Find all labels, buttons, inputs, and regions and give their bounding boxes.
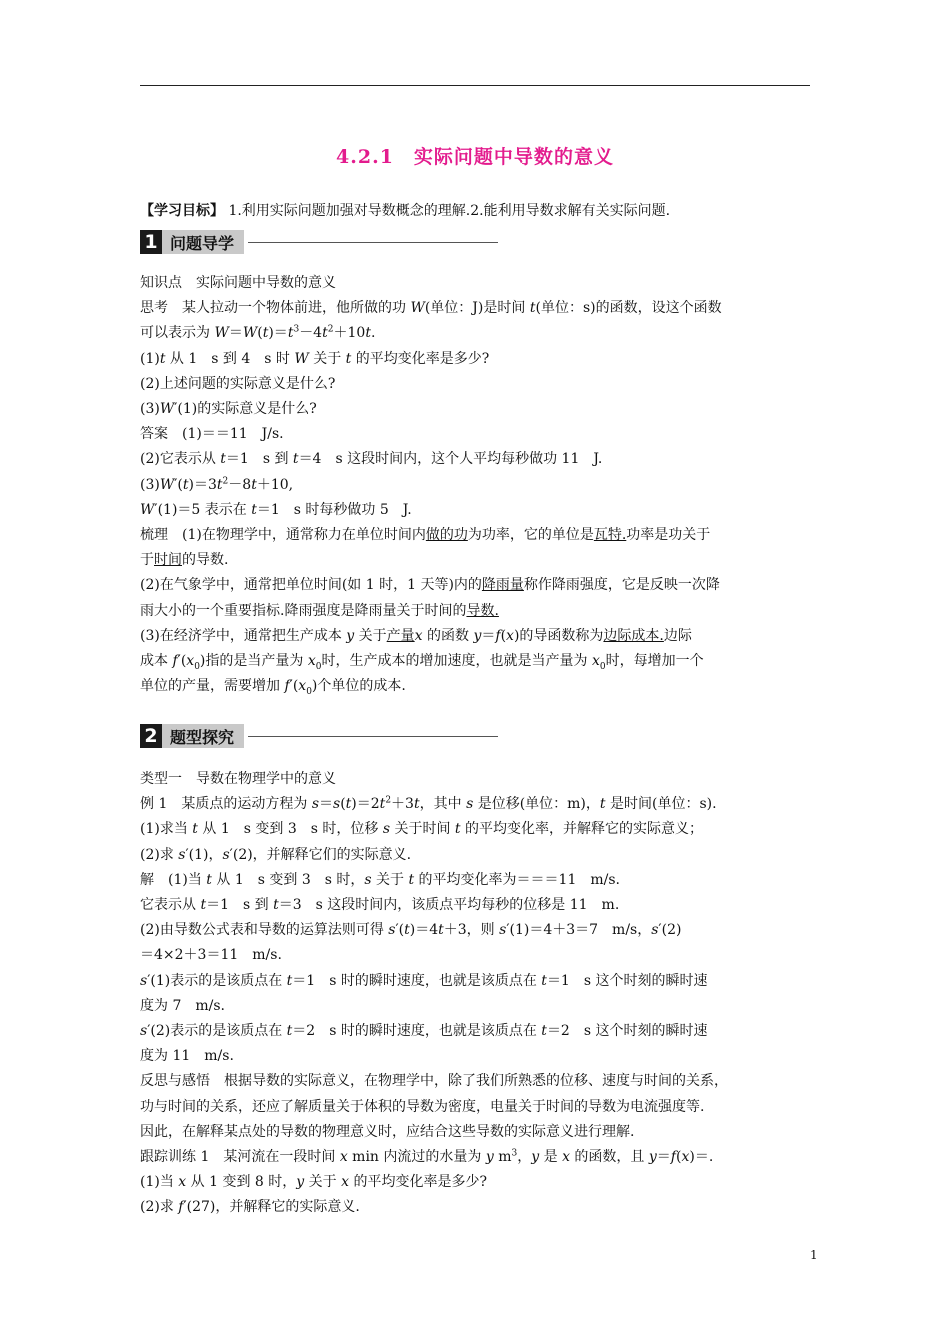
section-header-2 xyxy=(140,722,498,750)
objective-text: 1.利用实际问题加强对导数概念的理解.2.能利用导数求解有关实际问题. xyxy=(228,203,671,219)
text-line: 可以表示为 $W=W(t)=t^3-4t^2+10t$. xyxy=(140,324,376,342)
text-line: s′(1)表示的是该质点在 t＝1 s 时的瞬时速度，也就是该质点在 t＝1 s 这个时刻的瞬时速 xyxy=(140,972,708,989)
text-line: 度为 7 m/s. xyxy=(140,997,225,1014)
text-line: 于时间的导数. xyxy=(140,552,229,569)
section-rule xyxy=(248,242,498,243)
text-line: (2)在气象学中，通常把单位时间(如 1 时，1 天等)内的降雨量称作降雨强度，它是反映一次降 xyxy=(140,577,720,594)
section-badge xyxy=(140,724,244,748)
text-line: 它表示从 t＝1 s 到 t＝3 s 这段时间内，该质点平均每秒的位移是 11 m. xyxy=(140,897,620,914)
text-line: $(3)W'(t)=3t^2-8t+10$, xyxy=(140,475,294,493)
learning-objective xyxy=(140,200,670,220)
text-line: 雨大小的一个重要指标.降雨强度是降雨量关于时间的导数. xyxy=(140,602,499,619)
header-rule xyxy=(140,85,810,86)
text-line: ＝4×2＋3＝11 m/s. xyxy=(140,947,282,964)
text-line: (1)求当 t 从 1 s 变到 3 s 时，位移 s 关于时间 t 的平均变化率，并解释它的实际意义； xyxy=(140,821,703,838)
text-line: 解 (1)当 t 从 1 s 变到 3 s 时，s 关于 t 的平均变化率为＝＝＝11 m/s. xyxy=(140,871,620,888)
page-title: 4.2.1 实际问题中导数的意义 xyxy=(336,146,614,168)
text-line: 梳理 (1)在物理学中，通常称力在单位时间内做的功为功率，它的单位是瓦特.功率是功关于 xyxy=(140,527,711,544)
objective-label: 【学习目标】 xyxy=(140,203,224,219)
text-line: (3)在经济学中，通常把生产成本 y 关于产量x 的函数 y＝f(x)的导函数称为边际成本.边际 xyxy=(140,627,692,644)
text-line: 跟踪训练 1 某河流在一段时间 x min 内流过的水量为 y $m^3$，y 是 x 的函数，且 y＝f(x)＝. xyxy=(140,1148,714,1166)
text-line: (2)它表示从 t＝1 s 到 t＝4 s 这段时间内，这个人平均每秒做功 11 J. xyxy=(140,451,603,468)
section-title: 问题导学 xyxy=(170,233,235,253)
section-badge xyxy=(140,230,244,254)
text-line: 成本 $f'(x_0)$指的是当产量为 $x_0$时，生产成本的增加速度，也就是当产量为 $x_0$时，每增加一个 xyxy=(140,653,704,672)
section-title: 题型探究 xyxy=(170,727,235,747)
knowledge-block xyxy=(140,271,812,699)
text-line: 知识点 实际问题中导数的意义 xyxy=(140,275,336,291)
text-line: 单位的产量，需要增加 $f'(x_0)$个单位的成本. xyxy=(140,678,406,698)
text-line: (3)W′(1)的实际意义是什么? xyxy=(140,401,317,418)
section-number: 2 xyxy=(140,724,162,748)
page-number: 1 xyxy=(810,1248,818,1262)
text-line: 功与时间的关系，还应了解质量关于体积的导数为密度，电量关于时间的导数为电流强度等. xyxy=(140,1098,705,1115)
text-line: 反思与感悟 根据导数的实际意义，在物理学中，除了我们所熟悉的位移、速度与时间的关系， xyxy=(140,1073,728,1090)
text-line: (2)求 f′(27)，并解释它的实际意义. xyxy=(140,1199,360,1216)
text-line: (2)求 s′(1)，s′(2)，并解释它们的实际意义. xyxy=(140,846,412,863)
text-line: (2)由导数公式表和导数的运算法则可得 s′(t)＝4t＋3，则 s′(1)＝4＋3＝7 m/s，s′(2) xyxy=(140,922,682,939)
text-line: 类型一 导数在物理学中的意义 xyxy=(140,771,336,787)
text-line: 例 1 某质点的运动方程为 $s=s(t)=2t^2+3t$，其中 s 是位移(单位：m)，t 是时间(单位：s). xyxy=(140,795,717,813)
section-rule xyxy=(248,736,498,737)
section-header-1 xyxy=(140,228,498,256)
text-line: W′(1)＝5 表示在 t＝1 s 时每秒做功 5 J. xyxy=(140,501,412,518)
text-line: 思考 某人拉动一个物体前进，他所做的功 W(单位：J)是时间 t(单位：s)的函数，设这个函数 xyxy=(140,300,722,317)
example-block xyxy=(140,767,812,1221)
text-line: 因此，在解释某点处的导数的物理意义时，应结合这些导数的实际意义进行理解. xyxy=(140,1123,635,1140)
text-line: (1)t 从 1 s 到 4 s 时 W 关于 t 的平均变化率是多少? xyxy=(140,350,490,367)
text-line: s′(2)表示的是该质点在 t＝2 s 时的瞬时速度，也就是该质点在 t＝2 s 这个时刻的瞬时速 xyxy=(140,1023,708,1040)
text-line: 答案 (1)＝＝11 J/s. xyxy=(140,426,284,443)
text-line: (1)当 x 从 1 变到 8 时，y 关于 x 的平均变化率是多少? xyxy=(140,1174,487,1191)
text-line: (2)上述问题的实际意义是什么? xyxy=(140,375,336,392)
text-line: 度为 11 m/s. xyxy=(140,1048,234,1065)
section-number: 1 xyxy=(140,230,162,254)
